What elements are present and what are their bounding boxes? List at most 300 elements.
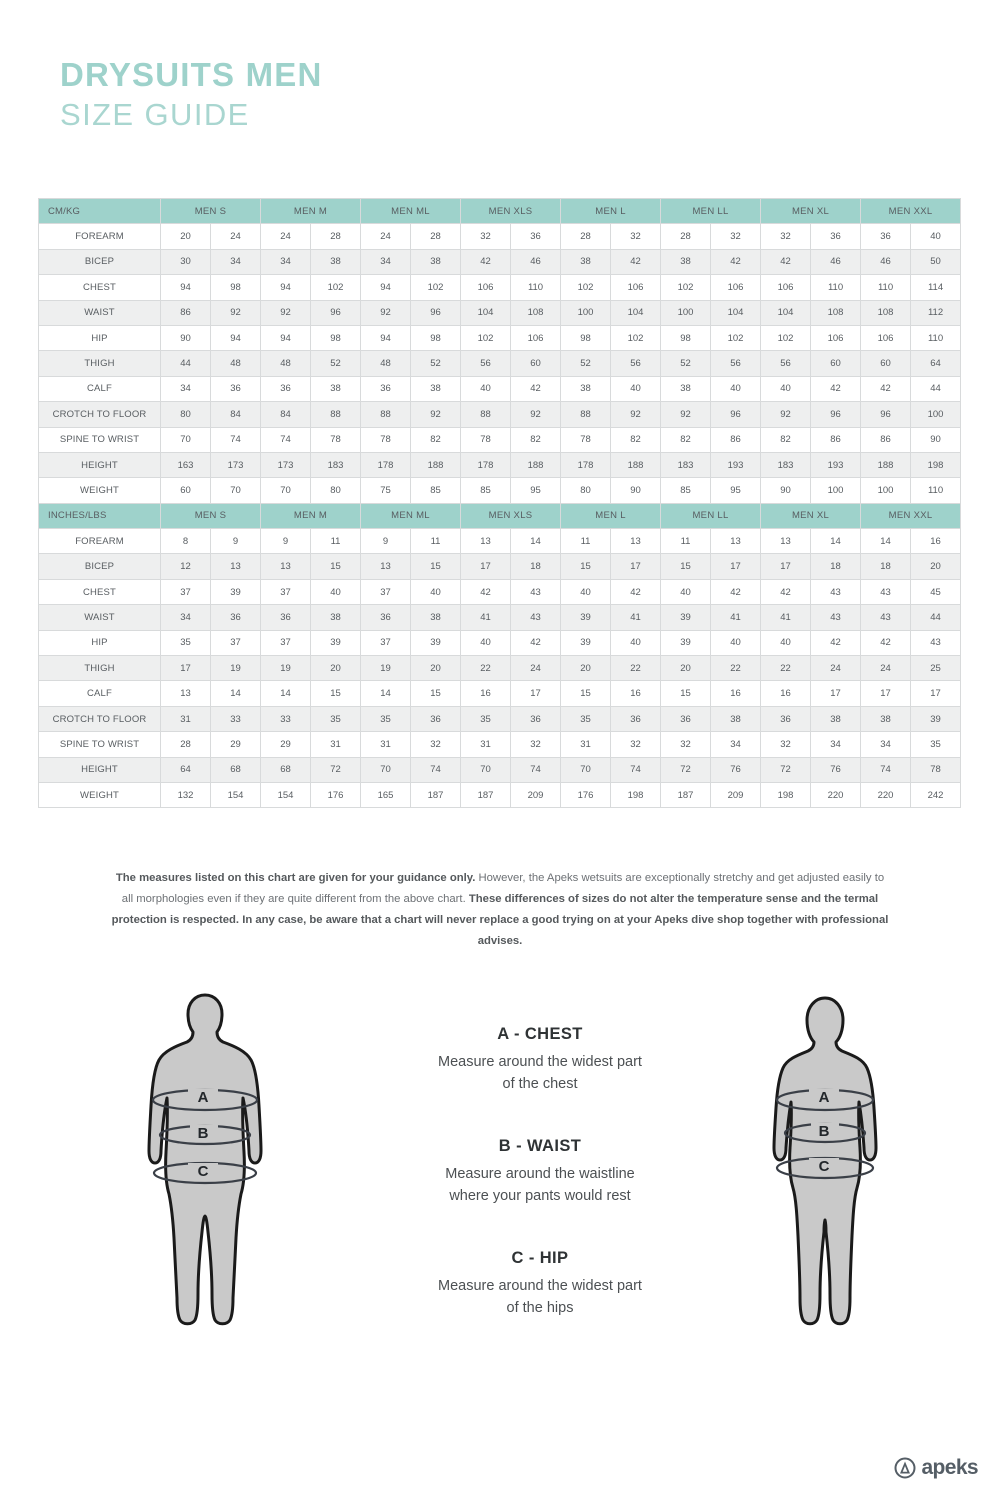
table-row	[39, 376, 961, 401]
table-cell: 42	[811, 376, 861, 401]
table-cell: 20	[411, 656, 461, 681]
table-cell: 32	[761, 732, 811, 757]
table-cell: 11	[411, 529, 461, 554]
table-cell: 102	[411, 275, 461, 300]
table-row	[39, 300, 961, 325]
table-cell: 31	[561, 732, 611, 757]
table-cell: 173	[211, 452, 261, 477]
table-cell: 78	[561, 427, 611, 452]
table-row	[39, 630, 961, 655]
table-cell: 30	[161, 249, 211, 274]
table-cell: 98	[561, 325, 611, 350]
table-cell: 17	[711, 554, 761, 579]
table-cell: 76	[711, 757, 761, 782]
table-cell: 17	[861, 681, 911, 706]
table-cell: 40	[761, 630, 811, 655]
table-cell: 12	[161, 554, 211, 579]
table-cell: 52	[411, 351, 461, 376]
size-column-header-men-s: MEN S	[161, 503, 261, 528]
table-cell: 70	[561, 757, 611, 782]
table-cell: 31	[461, 732, 511, 757]
table-cell: 31	[161, 706, 211, 731]
table-cell: 95	[511, 478, 561, 503]
disclaimer-text	[110, 868, 890, 952]
table-cell: 74	[511, 757, 561, 782]
disclaimer-line3-bold: is respected. In any case, be aware that a chart will never replace a good trying on at your Apeks dive shop together with professional advises.	[169, 914, 889, 947]
table-cell: 94	[211, 325, 261, 350]
table-row	[39, 681, 961, 706]
table-cell: 36	[811, 224, 861, 249]
row-label: WAIST	[39, 300, 161, 325]
table-cell: 52	[561, 351, 611, 376]
table-cell: 32	[511, 732, 561, 757]
table-cell: 209	[511, 782, 561, 807]
imperial-unit-label: INCHES/LBS	[39, 503, 161, 528]
table-cell: 34	[161, 376, 211, 401]
table-cell: 40	[711, 630, 761, 655]
table-cell: 40	[611, 630, 661, 655]
table-cell: 32	[661, 732, 711, 757]
table-cell: 38	[411, 249, 461, 274]
table-cell: 178	[561, 452, 611, 477]
table-cell: 98	[411, 325, 461, 350]
table-cell: 74	[261, 427, 311, 452]
table-cell: 20	[911, 554, 961, 579]
table-cell: 70	[161, 427, 211, 452]
table-cell: 43	[811, 579, 861, 604]
table-cell: 34	[861, 732, 911, 757]
table-cell: 90	[161, 325, 211, 350]
table-cell: 88	[361, 402, 411, 427]
row-label: HEIGHT	[39, 757, 161, 782]
table-cell: 32	[711, 224, 761, 249]
table-cell: 104	[711, 300, 761, 325]
table-cell: 36	[611, 706, 661, 731]
table-cell: 74	[211, 427, 261, 452]
imperial-header-row	[39, 503, 961, 528]
table-cell: 106	[811, 325, 861, 350]
table-cell: 106	[511, 325, 561, 350]
table-cell: 42	[811, 630, 861, 655]
table-cell: 15	[311, 554, 361, 579]
row-label: FOREARM	[39, 224, 161, 249]
table-cell: 102	[761, 325, 811, 350]
table-cell: 41	[711, 605, 761, 630]
table-cell: 32	[461, 224, 511, 249]
table-cell: 22	[611, 656, 661, 681]
table-cell: 34	[711, 732, 761, 757]
table-cell: 15	[661, 554, 711, 579]
table-cell: 60	[511, 351, 561, 376]
table-cell: 76	[811, 757, 861, 782]
table-cell: 48	[261, 351, 311, 376]
table-cell: 43	[861, 579, 911, 604]
table-row	[39, 249, 961, 274]
table-cell: 42	[861, 376, 911, 401]
table-row	[39, 732, 961, 757]
table-cell: 38	[311, 249, 361, 274]
table-cell: 102	[661, 275, 711, 300]
table-cell: 41	[611, 605, 661, 630]
table-cell: 35	[911, 732, 961, 757]
table-cell: 106	[611, 275, 661, 300]
table-cell: 92	[661, 402, 711, 427]
table-cell: 183	[661, 452, 711, 477]
size-column-header-men-ll: MEN LL	[661, 503, 761, 528]
table-cell: 56	[611, 351, 661, 376]
table-cell: 39	[211, 579, 261, 604]
table-cell: 106	[761, 275, 811, 300]
size-column-header-men-l: MEN L	[561, 503, 661, 528]
instruction-waist-line1: Measure around the waistline	[445, 1166, 635, 1182]
table-row	[39, 656, 961, 681]
instruction-chest-line1: Measure around the widest part	[438, 1054, 642, 1070]
table-row	[39, 452, 961, 477]
table-cell: 94	[361, 275, 411, 300]
apeks-mark-icon	[894, 1457, 916, 1479]
table-cell: 70	[261, 478, 311, 503]
measurement-instructions	[370, 1025, 710, 1319]
table-cell: 85	[461, 478, 511, 503]
table-cell: 33	[211, 706, 261, 731]
table-cell: 34	[161, 605, 211, 630]
table-cell: 14	[361, 681, 411, 706]
table-cell: 82	[661, 427, 711, 452]
table-row	[39, 529, 961, 554]
table-cell: 74	[861, 757, 911, 782]
table-cell: 98	[661, 325, 711, 350]
table-cell: 173	[261, 452, 311, 477]
table-cell: 43	[511, 579, 561, 604]
size-column-header-men-ml: MEN ML	[361, 503, 461, 528]
table-cell: 32	[611, 224, 661, 249]
table-row	[39, 224, 961, 249]
table-row	[39, 757, 961, 782]
table-cell: 18	[861, 554, 911, 579]
table-cell: 17	[461, 554, 511, 579]
table-cell: 82	[511, 427, 561, 452]
table-cell: 108	[511, 300, 561, 325]
table-cell: 44	[911, 605, 961, 630]
female-marker-a: A	[818, 1089, 830, 1106]
table-cell: 43	[911, 630, 961, 655]
table-cell: 94	[161, 275, 211, 300]
size-column-header-men-xl: MEN XL	[761, 199, 861, 224]
table-cell: 110	[811, 275, 861, 300]
table-cell: 98	[311, 325, 361, 350]
row-label: WEIGHT	[39, 782, 161, 807]
table-cell: 80	[311, 478, 361, 503]
instruction-chest	[370, 1025, 710, 1095]
table-cell: 42	[861, 630, 911, 655]
table-cell: 90	[911, 427, 961, 452]
table-cell: 106	[461, 275, 511, 300]
table-cell: 40	[611, 376, 661, 401]
table-cell: 11	[661, 529, 711, 554]
table-cell: 56	[761, 351, 811, 376]
table-cell: 16	[611, 681, 661, 706]
instruction-hip-line1: Measure around the widest part	[438, 1278, 642, 1294]
table-cell: 86	[161, 300, 211, 325]
table-cell: 110	[911, 478, 961, 503]
table-cell: 60	[161, 478, 211, 503]
table-cell: 38	[411, 605, 461, 630]
table-cell: 39	[311, 630, 361, 655]
table-cell: 220	[811, 782, 861, 807]
table-cell: 40	[311, 579, 361, 604]
table-cell: 35	[361, 706, 411, 731]
instruction-chest-title: A - CHEST	[497, 1025, 583, 1043]
table-cell: 100	[561, 300, 611, 325]
instruction-hip-title: C - HIP	[511, 1249, 569, 1267]
row-label: FOREARM	[39, 529, 161, 554]
row-label: CROTCH TO FLOOR	[39, 402, 161, 427]
table-cell: 72	[661, 757, 711, 782]
table-cell: 42	[461, 579, 511, 604]
table-cell: 8	[161, 529, 211, 554]
table-cell: 45	[911, 579, 961, 604]
table-cell: 17	[161, 656, 211, 681]
table-cell: 38	[311, 376, 361, 401]
table-cell: 17	[761, 554, 811, 579]
table-cell: 15	[411, 681, 461, 706]
table-cell: 110	[911, 325, 961, 350]
table-cell: 28	[411, 224, 461, 249]
table-cell: 9	[211, 529, 261, 554]
table-cell: 18	[511, 554, 561, 579]
table-cell: 78	[461, 427, 511, 452]
table-cell: 198	[611, 782, 661, 807]
table-cell: 36	[211, 376, 261, 401]
table-cell: 14	[811, 529, 861, 554]
table-cell: 43	[511, 605, 561, 630]
instruction-waist-line2: where your pants would rest	[449, 1188, 631, 1204]
table-cell: 154	[261, 782, 311, 807]
instruction-waist	[370, 1137, 710, 1207]
table-cell: 154	[211, 782, 261, 807]
table-cell: 38	[711, 706, 761, 731]
table-cell: 36	[511, 224, 561, 249]
table-cell: 42	[511, 630, 561, 655]
table-cell: 112	[911, 300, 961, 325]
apeks-logo	[894, 1456, 978, 1480]
table-cell: 88	[311, 402, 361, 427]
disclaimer-line1-bold: The measures listed on this chart are given for your guidance only.	[115, 872, 476, 884]
table-cell: 35	[311, 706, 361, 731]
table-cell: 68	[261, 757, 311, 782]
row-label: CHEST	[39, 579, 161, 604]
table-cell: 43	[811, 605, 861, 630]
title-main: DRYSUITS MEN	[60, 56, 323, 93]
table-cell: 108	[861, 300, 911, 325]
size-column-header-men-xxl: MEN XXL	[861, 503, 961, 528]
table-cell: 84	[211, 402, 261, 427]
row-label: HIP	[39, 325, 161, 350]
table-cell: 25	[911, 656, 961, 681]
table-cell: 84	[261, 402, 311, 427]
table-cell: 32	[761, 224, 811, 249]
table-cell: 15	[311, 681, 361, 706]
size-column-header-men-s: MEN S	[161, 199, 261, 224]
disclaimer-line2-bold: These differences of sizes do not alter the temperature sense and the termal protection	[111, 893, 879, 926]
table-row	[39, 579, 961, 604]
table-cell: 102	[711, 325, 761, 350]
table-cell: 33	[261, 706, 311, 731]
table-cell: 16	[761, 681, 811, 706]
table-cell: 40	[711, 376, 761, 401]
size-column-header-men-xxl: MEN XXL	[861, 199, 961, 224]
table-cell: 24	[261, 224, 311, 249]
table-cell: 38	[861, 706, 911, 731]
page-title	[60, 58, 323, 132]
table-cell: 37	[261, 579, 311, 604]
table-row	[39, 275, 961, 300]
table-cell: 86	[711, 427, 761, 452]
table-cell: 19	[211, 656, 261, 681]
table-cell: 94	[361, 325, 411, 350]
table-cell: 13	[261, 554, 311, 579]
table-cell: 100	[661, 300, 711, 325]
table-cell: 104	[461, 300, 511, 325]
table-cell: 96	[311, 300, 361, 325]
metric-unit-label: CM/KG	[39, 199, 161, 224]
logo-text: apeks	[921, 1456, 978, 1479]
table-cell: 39	[561, 630, 611, 655]
table-cell: 13	[361, 554, 411, 579]
table-cell: 42	[761, 579, 811, 604]
size-column-header-men-l: MEN L	[561, 199, 661, 224]
table-row	[39, 554, 961, 579]
table-row	[39, 402, 961, 427]
table-cell: 36	[261, 605, 311, 630]
table-cell: 70	[461, 757, 511, 782]
table-cell: 70	[211, 478, 261, 503]
size-column-header-men-ml: MEN ML	[361, 199, 461, 224]
table-cell: 36	[511, 706, 561, 731]
table-cell: 188	[861, 452, 911, 477]
female-marker-b: B	[818, 1123, 830, 1140]
table-cell: 22	[711, 656, 761, 681]
table-cell: 41	[761, 605, 811, 630]
table-cell: 32	[411, 732, 461, 757]
table-cell: 38	[661, 249, 711, 274]
row-label: HIP	[39, 630, 161, 655]
size-column-header-men-xls: MEN XLS	[461, 503, 561, 528]
table-cell: 178	[461, 452, 511, 477]
table-cell: 37	[211, 630, 261, 655]
table-cell: 163	[161, 452, 211, 477]
table-cell: 40	[461, 376, 511, 401]
table-cell: 92	[611, 402, 661, 427]
table-cell: 34	[361, 249, 411, 274]
table-cell: 37	[361, 579, 411, 604]
table-cell: 92	[211, 300, 261, 325]
instruction-chest-line2: of the chest	[502, 1076, 578, 1092]
table-cell: 40	[411, 579, 461, 604]
table-cell: 95	[711, 478, 761, 503]
table-cell: 68	[211, 757, 261, 782]
table-row	[39, 706, 961, 731]
male-marker-c: C	[197, 1163, 209, 1180]
instruction-waist-title: B - WAIST	[498, 1137, 582, 1155]
table-cell: 37	[161, 579, 211, 604]
table-cell: 110	[511, 275, 561, 300]
table-cell: 28	[661, 224, 711, 249]
table-cell: 22	[761, 656, 811, 681]
table-cell: 34	[811, 732, 861, 757]
table-cell: 92	[411, 402, 461, 427]
table-cell: 9	[261, 529, 311, 554]
table-cell: 70	[361, 757, 411, 782]
table-cell: 39	[411, 630, 461, 655]
table-cell: 24	[811, 656, 861, 681]
table-cell: 46	[811, 249, 861, 274]
table-cell: 35	[161, 630, 211, 655]
table-cell: 40	[761, 376, 811, 401]
table-cell: 102	[611, 325, 661, 350]
table-cell: 31	[311, 732, 361, 757]
table-row	[39, 782, 961, 807]
table-cell: 92	[511, 402, 561, 427]
table-cell: 16	[911, 529, 961, 554]
table-cell: 85	[411, 478, 461, 503]
table-row	[39, 325, 961, 350]
table-cell: 64	[161, 757, 211, 782]
female-body-figure	[760, 988, 890, 1338]
table-cell: 92	[261, 300, 311, 325]
table-cell: 80	[561, 478, 611, 503]
female-marker-c: C	[818, 1158, 830, 1175]
table-cell: 100	[811, 478, 861, 503]
instruction-hip	[370, 1249, 710, 1319]
table-cell: 31	[361, 732, 411, 757]
table-cell: 187	[411, 782, 461, 807]
row-label: BICEP	[39, 249, 161, 274]
table-cell: 14	[211, 681, 261, 706]
instruction-hip-line2: of the hips	[506, 1300, 574, 1316]
table-cell: 183	[311, 452, 361, 477]
table-cell: 20	[661, 656, 711, 681]
table-cell: 17	[511, 681, 561, 706]
table-cell: 78	[361, 427, 411, 452]
table-cell: 94	[261, 325, 311, 350]
table-row	[39, 605, 961, 630]
table-cell: 35	[561, 706, 611, 731]
table-cell: 220	[861, 782, 911, 807]
table-cell: 193	[811, 452, 861, 477]
table-cell: 188	[411, 452, 461, 477]
table-cell: 42	[711, 579, 761, 604]
table-cell: 20	[561, 656, 611, 681]
table-cell: 90	[611, 478, 661, 503]
table-cell: 39	[911, 706, 961, 731]
table-cell: 34	[211, 249, 261, 274]
table-cell: 56	[461, 351, 511, 376]
table-cell: 16	[461, 681, 511, 706]
table-cell: 15	[561, 681, 611, 706]
table-cell: 56	[711, 351, 761, 376]
table-cell: 28	[561, 224, 611, 249]
table-cell: 32	[611, 732, 661, 757]
table-cell: 100	[861, 478, 911, 503]
table-cell: 20	[161, 224, 211, 249]
table-cell: 86	[861, 427, 911, 452]
table-cell: 36	[261, 376, 311, 401]
table-cell: 52	[311, 351, 361, 376]
table-cell: 188	[611, 452, 661, 477]
table-cell: 110	[861, 275, 911, 300]
table-cell: 35	[461, 706, 511, 731]
